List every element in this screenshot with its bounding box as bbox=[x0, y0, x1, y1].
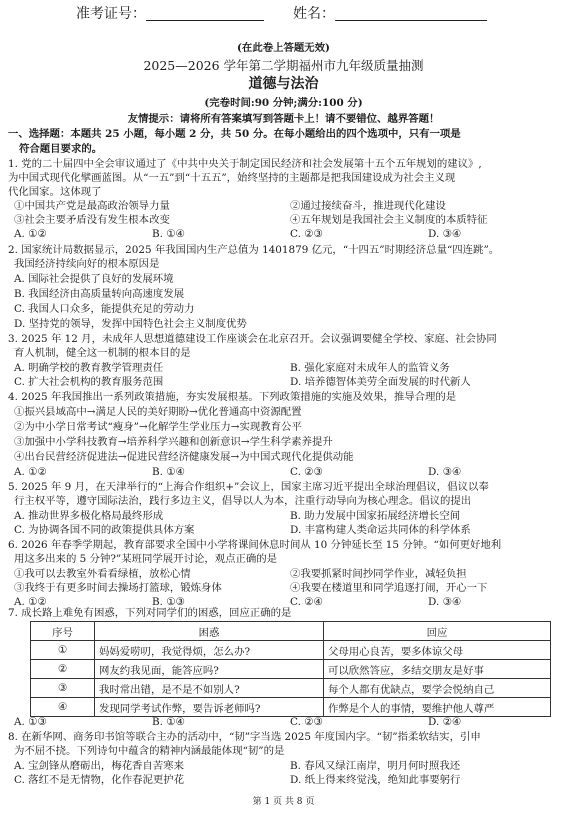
exam-number-row bbox=[76, 8, 264, 21]
q6-option-b: B. ①③ bbox=[152, 596, 185, 608]
exam-title: 2025—2026 学年第二学期福州市九年级质量抽测 bbox=[143, 58, 424, 73]
q8-stem-line2: 为不屈不挠。下列诗句中蕴含的精神内涵最能体现“韧”的是 bbox=[14, 745, 285, 757]
q6-stem-line1: 6. 2026 年春季学期起，教育部要求全国中小学将课间休息时间从 10 分钟延长至 15 分钟。“如何更好地利 bbox=[8, 539, 502, 551]
q5-stem-line2: 行主权平等，遵守国际法治，践行多边主义，倡导以人为本，注重行动导向为核心理念。倡议的提出 bbox=[14, 495, 472, 507]
q3-stem-line1: 3. 2025 年 12 月，未成年人思想道德建设工作座谈会在北京召开。会议强调要健全学校、家庭、社会协同 bbox=[8, 333, 497, 345]
section-intro-line2: 符合题目要求的。 bbox=[19, 143, 103, 155]
name-blank bbox=[335, 8, 487, 21]
q1-option-c: C. ②③ bbox=[290, 228, 323, 240]
q5-stem-line1: 5. 2025 年 9 月，在天津举行的“上海合作组织+”会议上，国家主席习近平提出全球治理倡议，倡议以奉 bbox=[8, 481, 489, 493]
q7-row-confusion: 网友约我见面，能答应吗? bbox=[95, 660, 324, 679]
q3-option-d: D. 培养德智体美劳全面发展的时代新人 bbox=[290, 376, 471, 388]
page-footer: 第 1 页 共 8 页 bbox=[252, 797, 315, 807]
q6-option-d: D. ③④ bbox=[428, 596, 462, 608]
q7-row-confusion: 妈妈爱唠叨，我觉得烦，怎么办? bbox=[95, 641, 324, 660]
exam-number-label: 准考证号： bbox=[76, 6, 146, 22]
q8-option-c: C. 落红不是无情物，化作春泥更护花 bbox=[14, 774, 185, 786]
q3-option-c: C. 扩大社会机构的教育服务范围 bbox=[14, 376, 164, 388]
subject-title: 道德与法治 bbox=[248, 76, 319, 92]
q7-row-number: ③ bbox=[31, 679, 95, 698]
q7-row-response: 作弊是个人的事情，要维护他人尊严 bbox=[324, 698, 551, 717]
q7-row-response: 可以欣然答应，多结交朋友是好事 bbox=[324, 660, 551, 679]
q2-option-b: B. 我国经济由高质量转向高速度发展 bbox=[14, 288, 185, 300]
q1-stem-line1: 1. 党的二十届四中全会审议通过了《中共中央关于制定国民经济和社会发展第十五个五年规划的建议》, bbox=[8, 158, 482, 170]
q7-table bbox=[30, 621, 551, 717]
q3-option-a: A. 明确学校的教育教学管理责任 bbox=[14, 362, 164, 374]
q1-option-a: A. ①② bbox=[14, 228, 47, 240]
q7-header-confusion: 困惑 bbox=[95, 622, 324, 641]
q8-option-b: B. 春风又绿江南岸，明月何时照我还 bbox=[290, 760, 461, 772]
q4-option-c: C. ②③ bbox=[290, 466, 323, 478]
q6-stem-line2: 用这多出来的 5 分钟?”某班同学展开讨论，观点正确的是 bbox=[14, 553, 278, 565]
q7-option-b: B. ①④ bbox=[152, 716, 185, 728]
q6-statement-1: ①我可以去教室外看看绿植，放松心情 bbox=[14, 568, 191, 580]
q1-statement-3: ③社会主要矛盾没有发生根本改变 bbox=[14, 214, 170, 226]
q5-option-d: D. 丰富构建人类命运共同体的科学体系 bbox=[290, 524, 471, 536]
q1-option-b: B. ①④ bbox=[152, 228, 185, 240]
q6-option-c: C. ②④ bbox=[290, 596, 323, 608]
friendly-tip: 友情提示：请将所有答案填写到答题卡上！请不要错位、越界答题！ bbox=[127, 113, 440, 125]
q8-option-d: D. 纸上得来终觉浅，绝知此事要躬行 bbox=[290, 774, 461, 786]
q4-option-a: A. ①② bbox=[14, 466, 47, 478]
q4-option-b: B. ①④ bbox=[152, 466, 185, 478]
q1-option-d: D. ③④ bbox=[428, 228, 462, 240]
q1-statement-2: ②通过接续奋斗，推进现代化建设 bbox=[290, 200, 446, 212]
q2-option-a: A. 国际社会提供了良好的发展环境 bbox=[14, 273, 174, 285]
q7-header-number: 序号 bbox=[31, 622, 95, 641]
q2-stem-line2: 我国经济持续向好的根本原因是 bbox=[14, 258, 160, 270]
q5-option-a: A. 推动世界多极化格局最终形成 bbox=[14, 510, 164, 522]
q4-statement-4: ④出台民营经济促进法→促进民营经济健康发展→为中国式现代化提供动能 bbox=[14, 451, 354, 463]
q6-statement-3: ③我终于有更多时间去操场打篮球，锻炼身体 bbox=[14, 582, 222, 594]
q2-option-d: D. 坚持党的领导，发挥中国特色社会主义制度优势 bbox=[14, 318, 247, 330]
name-label: 姓名： bbox=[293, 6, 335, 22]
q6-option-a: A. ①② bbox=[14, 596, 47, 608]
q7-option-d: D. ②④ bbox=[428, 716, 462, 728]
q7-row-response: 父母用心良苦，要多体谅父母 bbox=[324, 641, 551, 660]
q8-stem-line1: 8. 在新华网、商务印书馆等联合主办的活动中，“韧”字当选 2025 年度国内字。“韧”指柔软结实，引申 bbox=[8, 731, 481, 743]
q2-stem-line1: 2. 国家统计局数据显示，2025 年我国国内生产总值为 1401879 亿元，“十四五”时期经济总量“四连跳”。 bbox=[8, 244, 500, 256]
q7-row-confusion: 发现同学考试作弊，要告诉老师吗? bbox=[95, 698, 324, 717]
q7-row-number: ② bbox=[31, 660, 95, 679]
q6-statement-4: ④我要在楼道里和同学追逐打闹，开心一下 bbox=[290, 582, 488, 594]
q7-stem: 7. 成长路上难免有困惑，下列对同学们的困惑，回应正确的是 bbox=[8, 607, 292, 619]
table-row bbox=[31, 660, 551, 679]
q7-row-confusion: 我时常出错，是不是不如别人? bbox=[95, 679, 324, 698]
q7-row-number: ④ bbox=[31, 698, 95, 717]
q7-table-header bbox=[31, 622, 551, 641]
table-row bbox=[31, 698, 551, 717]
q5-option-b: B. 助力发展中国家拓展经济增长空间 bbox=[290, 510, 461, 522]
q6-statement-2: ②我要抓紧时间抄同学作业，减轻负担 bbox=[290, 568, 467, 580]
q1-statement-1: ①中国共产党是最高政治领导力量 bbox=[14, 200, 170, 212]
q7-row-response: 每个人都有优缺点，要学会悦纳自己 bbox=[324, 679, 551, 698]
q4-option-d: D. ③④ bbox=[428, 466, 462, 478]
table-row bbox=[31, 679, 551, 698]
q1-statement-4: ④五年规划是我国社会主义制度的本质特征 bbox=[290, 214, 488, 226]
q3-option-b: B. 强化家庭对未成年人的监管义务 bbox=[290, 362, 450, 374]
q4-stem: 4. 2025 年我国推出一系列政策措施，夯实发展根基。下列政策措施的实施及效果，推导合理的是 bbox=[8, 391, 457, 403]
q7-option-c: C. ②③ bbox=[290, 716, 323, 728]
q3-stem-line2: 育人机制，健全这一机制的根本目的是 bbox=[14, 347, 191, 359]
section-intro-line1: 一、选择题：本题共 25 小题，每小题 2 分，共 50 分。在每小题给出的四个选项中，只有一项是 bbox=[8, 128, 461, 140]
q8-option-a: A. 宝剑锋从磨砺出，梅花香自苦寒来 bbox=[14, 760, 184, 772]
q7-option-a: A. ①③ bbox=[14, 716, 47, 728]
exam-number-blank bbox=[146, 8, 264, 21]
q7-header-response: 回应 bbox=[324, 622, 551, 641]
q4-statement-1: ①振兴县域高中→满足人民的美好期盼→优化普通高中资源配置 bbox=[14, 406, 302, 418]
invalid-note: (在此卷上答题无效) bbox=[237, 42, 330, 54]
name-row bbox=[293, 8, 487, 21]
q7-row-number: ① bbox=[31, 641, 95, 660]
q4-statement-3: ③加强中小学科技教育→培养科学兴趣和创新意识→学生科学素养提升 bbox=[14, 436, 333, 448]
q2-option-c: C. 我国人口众多，能提供充足的劳动力 bbox=[14, 303, 195, 315]
q1-stem-line3: 代化国家。这体现了 bbox=[8, 186, 102, 198]
q1-stem-line2: 为中国式现代化擘画蓝图。从“一五”到“十五五”，始终坚持的主题都是把我国建设成为社会主义现 bbox=[8, 172, 456, 184]
time-score: (完卷时间:90 分钟;满分:100 分) bbox=[204, 97, 363, 109]
table-row bbox=[31, 641, 551, 660]
q4-statement-2: ②为中小学日常考试“瘦身”→化解学生学业压力→实现教育公平 bbox=[14, 421, 302, 433]
q5-option-c: C. 为协调各国不同的政策提供具体方案 bbox=[14, 524, 195, 536]
